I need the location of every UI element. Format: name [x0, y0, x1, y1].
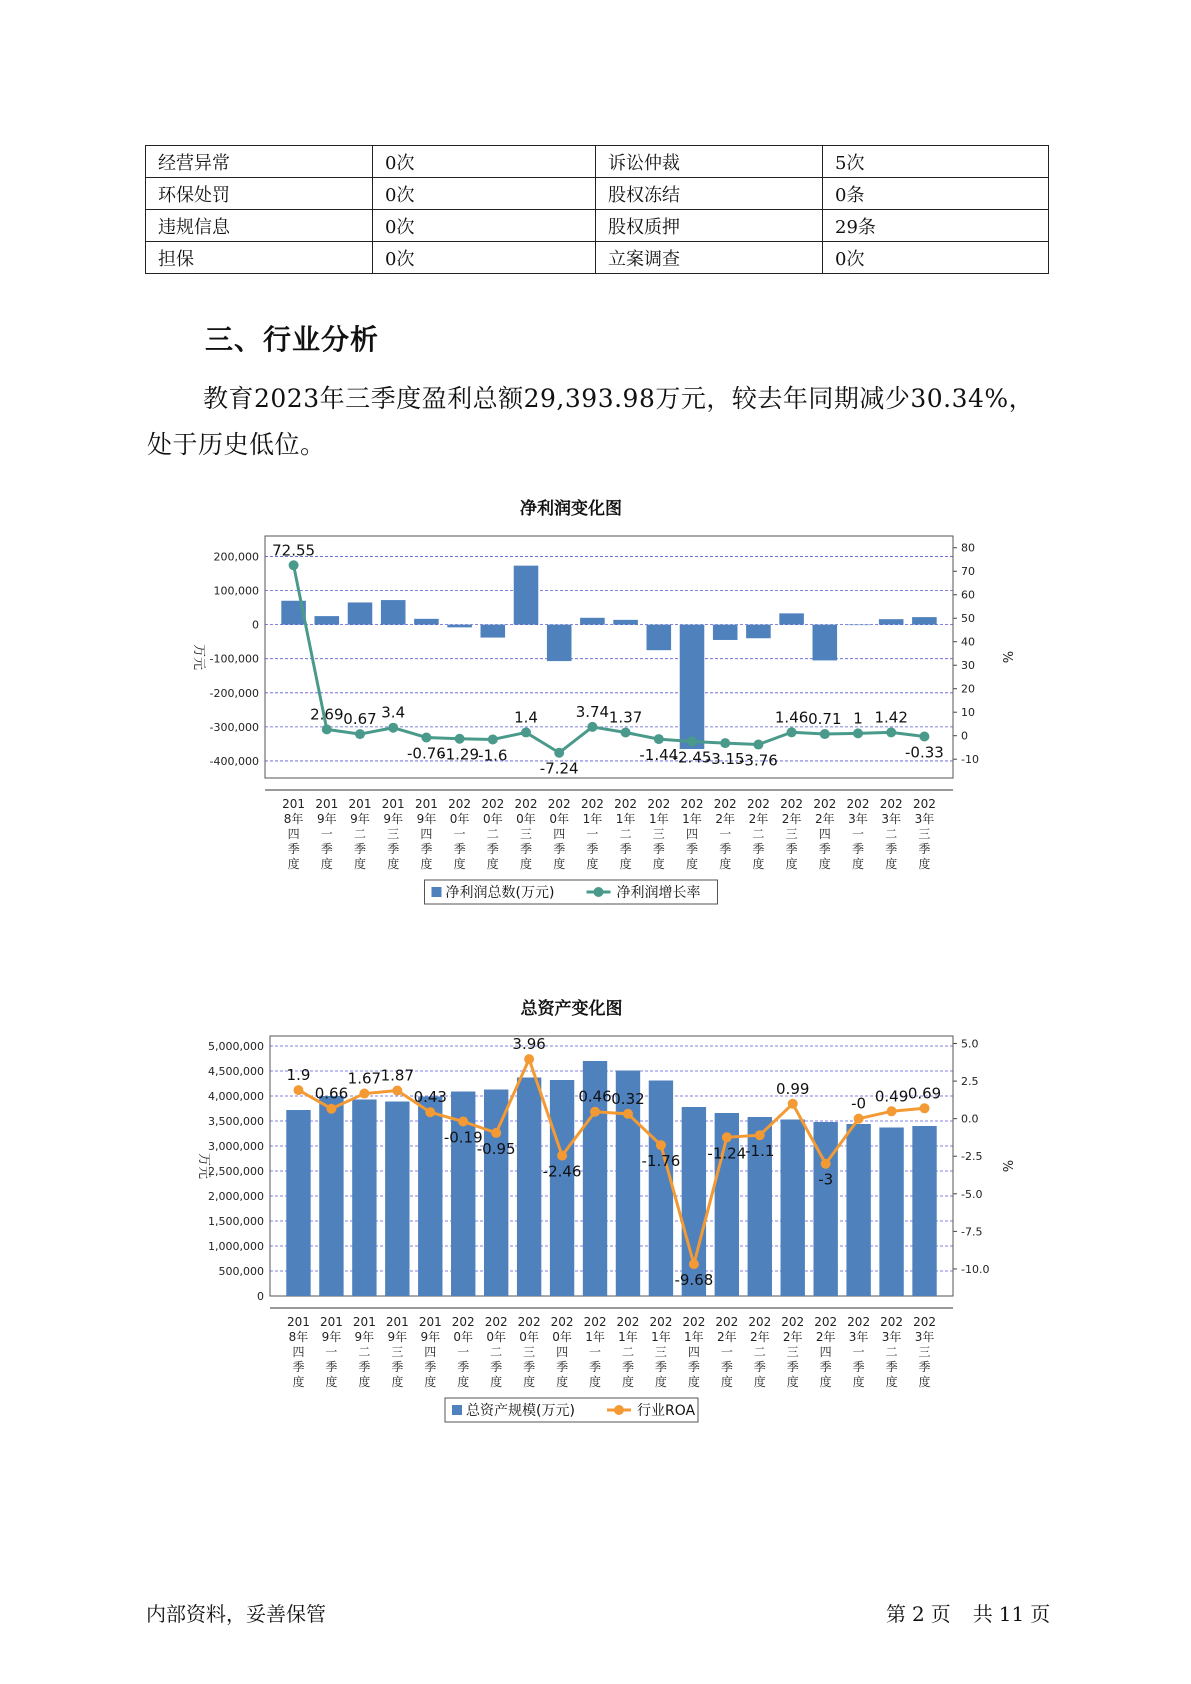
bar	[912, 617, 937, 624]
x-tick-label: 201 8年四季度	[287, 1315, 310, 1389]
line-point	[654, 734, 664, 744]
legend-entry: 行业ROA	[637, 1403, 696, 1419]
data-label: -7.24	[539, 759, 579, 778]
line-point	[787, 727, 797, 737]
bar	[352, 1100, 376, 1297]
data-label: 3.96	[512, 1035, 546, 1054]
x-tick-label: 202 0年一季度	[451, 1315, 475, 1389]
data-label: 1.37	[608, 708, 643, 727]
y2-tick-label: 5.0	[961, 1037, 979, 1051]
bar	[514, 566, 539, 625]
data-label: 1.9	[286, 1066, 311, 1085]
bar	[414, 619, 439, 625]
bar	[348, 602, 373, 624]
data-label: 0.71	[808, 710, 842, 729]
y2-tick-label: 20	[961, 682, 975, 696]
risk-item-label: 违规信息	[146, 210, 373, 242]
x-tick-label: 202 3年一季度	[847, 1315, 871, 1389]
y-tick-label: 3,500,000	[208, 1115, 264, 1128]
data-label: -1.29	[440, 745, 480, 764]
data-label: 1.42	[874, 708, 908, 727]
bar	[649, 1081, 673, 1297]
bar	[779, 613, 804, 624]
data-label: -0.19	[443, 1128, 483, 1147]
x-tick-label: 202 0年二季度	[484, 1315, 508, 1389]
risk-item-label: 诉讼仲裁	[596, 146, 823, 178]
line-point	[755, 1130, 765, 1140]
line-point	[853, 728, 863, 738]
y2-tick-label: 30	[961, 659, 975, 673]
bar	[713, 625, 738, 640]
line-point	[554, 748, 564, 758]
footer-page-number	[886, 1598, 1056, 1627]
page-label: 页	[930, 1602, 951, 1626]
chart-title: 净利润变化图	[520, 499, 622, 519]
x-tick-label: 202 3年二季度	[880, 1315, 904, 1389]
x-tick-label: 202 2年三季度	[781, 1315, 805, 1389]
bar	[484, 1090, 508, 1297]
x-tick-label: 202 1年三季度	[647, 797, 671, 871]
risk-item-label: 股权质押	[596, 210, 823, 242]
y-tick-label: 1,000,000	[208, 1240, 264, 1253]
data-label: -2.46	[542, 1162, 582, 1181]
data-label: -0.95	[476, 1139, 516, 1158]
risk-item-value: 5次	[823, 146, 1049, 178]
plot-frame	[265, 536, 953, 778]
bar	[613, 620, 638, 625]
x-tick-label: 201 9年三季度	[385, 1315, 409, 1389]
risk-item-value: 0条	[823, 178, 1049, 210]
line-point	[587, 722, 597, 732]
data-label: -9.68	[674, 1271, 714, 1290]
total-assets-chart-svg	[0, 990, 1191, 1450]
legend-swatch	[432, 887, 442, 897]
bar	[517, 1078, 541, 1297]
bar	[385, 1102, 409, 1297]
data-label: 0.46	[578, 1087, 612, 1106]
legend-entry: 净利润总数(万元)	[445, 885, 555, 901]
bar	[647, 625, 672, 651]
bar	[846, 1124, 870, 1296]
line-point	[392, 1086, 402, 1096]
x-tick-label: 202 0年四季度	[550, 1315, 574, 1389]
line-point	[458, 1117, 468, 1127]
y-tick-label: 500,000	[218, 1265, 264, 1278]
bar	[746, 625, 771, 639]
x-tick-label: 202 0年四季度	[547, 797, 571, 871]
risk-item-label: 立案调查	[596, 242, 823, 274]
y-tick-label: 1,500,000	[208, 1215, 264, 1228]
page-label: 页	[1030, 1602, 1051, 1626]
y-tick-label: 4,000,000	[208, 1090, 264, 1103]
data-label: -0.33	[904, 743, 944, 762]
line-point	[524, 1054, 534, 1064]
page-total: 11	[998, 1602, 1025, 1626]
x-tick-label: 201 9年四季度	[418, 1315, 442, 1389]
data-label: -0.76	[406, 744, 446, 763]
line-point	[689, 1259, 699, 1269]
data-label: 1.67	[347, 1069, 382, 1088]
x-tick-label: 201 9年一季度	[315, 797, 339, 871]
table-row	[146, 146, 1049, 178]
data-label: -1.24	[707, 1144, 747, 1163]
line-point	[289, 560, 299, 570]
x-tick-label: 201 9年二季度	[352, 1315, 376, 1389]
data-label: 1.4	[514, 708, 538, 727]
x-tick-label: 202 2年一季度	[715, 1315, 739, 1389]
data-label: -1.1	[745, 1142, 775, 1161]
data-label: -2.45	[672, 748, 712, 767]
y2-tick-label: 80	[961, 541, 975, 555]
data-label: -0	[851, 1094, 867, 1113]
y-tick-label: 3,000,000	[208, 1140, 264, 1153]
x-tick-label: 202 1年一季度	[580, 797, 604, 871]
data-label: 0.32	[611, 1089, 645, 1108]
x-tick-label: 201 9年三季度	[381, 797, 405, 871]
x-tick-label: 202 2年二季度	[746, 797, 770, 871]
data-label: 1	[853, 709, 863, 728]
line-point	[886, 727, 896, 737]
line-point	[887, 1106, 897, 1116]
y-axis-label: 万元	[191, 643, 206, 671]
y-tick-label: 0	[257, 1290, 264, 1303]
legend-entry: 净利润增长率	[616, 885, 701, 901]
line-point	[753, 740, 763, 750]
data-label: 1.46	[774, 708, 809, 727]
line-point	[590, 1107, 600, 1117]
line-point	[425, 1107, 435, 1117]
data-label: 0.43	[413, 1088, 447, 1107]
net-profit-chart-svg	[0, 490, 1191, 950]
line-point	[455, 734, 465, 744]
x-tick-label: 202 0年二季度	[481, 797, 505, 871]
legend-swatch	[452, 1405, 462, 1415]
table-row	[146, 210, 1049, 242]
risk-item-value: 0次	[373, 146, 596, 178]
section-title: 三、行业分析	[205, 323, 380, 356]
y-tick-label: 100,000	[213, 584, 259, 598]
y2-axis-label: %	[999, 1159, 1014, 1173]
page-current: 2	[912, 1602, 925, 1626]
bar	[418, 1097, 442, 1297]
y2-tick-label: 0	[961, 729, 968, 743]
y2-tick-label: 70	[961, 565, 975, 579]
y2-tick-label: 0.0	[961, 1112, 979, 1126]
data-label: -1.76	[641, 1152, 681, 1171]
y2-axis-label: %	[999, 650, 1014, 664]
footer-confidential: 内部资料，妥善保管	[146, 1602, 326, 1626]
table-row	[146, 242, 1049, 274]
y-tick-label: 2,500,000	[208, 1165, 264, 1178]
y2-tick-label: -10	[961, 753, 979, 767]
bar	[547, 625, 572, 661]
line-point	[355, 729, 365, 739]
y-tick-label: -400,000	[209, 754, 259, 768]
line-point	[656, 1140, 666, 1150]
x-tick-label: 202 0年三季度	[514, 797, 538, 871]
summary-paragraph: 教育2023年三季度盈利总额29,393.98万元，较去年同期减少30.34%，处于历史低位。	[147, 384, 1035, 459]
x-tick-label: 202 1年三季度	[649, 1315, 673, 1389]
y-tick-label: 4,500,000	[208, 1065, 264, 1078]
risk-item-value: 0次	[373, 242, 596, 274]
bar	[813, 625, 838, 661]
data-label: -3.15	[705, 750, 745, 769]
bar	[781, 1120, 805, 1297]
risk-item-label: 经营异常	[146, 146, 373, 178]
bar	[846, 625, 871, 626]
bar	[580, 618, 605, 625]
line-point	[623, 1109, 633, 1119]
risk-table	[145, 145, 1049, 274]
table-row	[146, 178, 1049, 210]
data-label: -3.76	[738, 751, 778, 770]
data-label: 1.87	[380, 1066, 415, 1085]
data-label: -3	[818, 1170, 834, 1189]
x-tick-label: 202 2年四季度	[814, 1315, 838, 1389]
line-point	[322, 724, 332, 734]
y2-tick-label: 50	[961, 612, 975, 626]
bar	[319, 1096, 343, 1296]
x-tick-label: 202 2年一季度	[713, 797, 737, 871]
y2-tick-label: 40	[961, 635, 975, 649]
bar	[550, 1080, 574, 1296]
x-tick-label: 202 1年一季度	[583, 1315, 607, 1389]
data-label: 0.69	[907, 1084, 942, 1103]
y2-tick-label: 10	[961, 706, 975, 720]
bar	[680, 625, 705, 749]
chart-title: 总资产变化图	[520, 999, 623, 1019]
data-label: 3.4	[381, 703, 406, 722]
y-tick-label: -200,000	[209, 686, 259, 700]
x-tick-label: 201 8年四季度	[282, 797, 306, 871]
bar	[481, 625, 506, 638]
line-point	[488, 734, 498, 744]
y-tick-label: 5,000,000	[208, 1040, 264, 1053]
legend-marker	[614, 1405, 624, 1415]
bar	[879, 1128, 903, 1297]
y-tick-label: 2,000,000	[208, 1190, 264, 1203]
data-label: -1.44	[639, 746, 679, 765]
risk-item-value: 29条	[823, 210, 1049, 242]
x-tick-label: 201 9年一季度	[319, 1315, 343, 1389]
risk-item-label: 担保	[146, 242, 373, 274]
data-label: 2.69	[310, 705, 344, 724]
legend-marker	[594, 887, 604, 897]
y-tick-label: 0	[252, 618, 259, 632]
line-point	[557, 1151, 567, 1161]
y-axis-label: 万元	[196, 1152, 211, 1180]
risk-item-value: 0次	[373, 178, 596, 210]
line-point	[326, 1104, 336, 1114]
x-tick-label: 202 3年一季度	[846, 797, 870, 871]
line-point	[621, 727, 631, 737]
line-point	[687, 736, 697, 746]
line-point	[359, 1089, 369, 1099]
y2-tick-label: -2.5	[961, 1150, 983, 1164]
line-point	[854, 1114, 864, 1124]
y2-tick-label: -5.0	[961, 1187, 983, 1201]
x-tick-label: 202 1年四季度	[682, 1315, 706, 1389]
x-tick-label: 202 3年二季度	[879, 797, 903, 871]
legend-entry: 总资产规模(万元)	[466, 1403, 575, 1419]
bar	[447, 625, 472, 628]
x-tick-label: 202 3年三季度	[912, 797, 936, 871]
y2-tick-label: 2.5	[961, 1075, 979, 1089]
y2-tick-label: -10.0	[961, 1262, 990, 1276]
page-label: 共	[972, 1602, 993, 1626]
page-label: 第	[886, 1602, 906, 1626]
line-point	[788, 1099, 798, 1109]
line-point	[720, 738, 730, 748]
x-tick-label: 202 0年三季度	[517, 1315, 541, 1389]
bar	[381, 600, 406, 625]
x-tick-label: 202 2年四季度	[813, 797, 837, 871]
line-point	[388, 723, 398, 733]
line-point	[293, 1085, 303, 1095]
y-tick-label: -100,000	[209, 652, 259, 666]
data-label: 0.99	[776, 1079, 810, 1098]
net-profit-chart	[0, 490, 1191, 950]
y-tick-label: 200,000	[213, 550, 259, 564]
line-point	[821, 1159, 831, 1169]
risk-item-value: 0次	[373, 210, 596, 242]
total-assets-chart	[0, 990, 1191, 1450]
x-tick-label: 202 1年二季度	[616, 1315, 640, 1389]
y2-tick-label: 60	[961, 588, 975, 602]
line-point	[722, 1132, 732, 1142]
y2-tick-label: -7.5	[961, 1225, 983, 1239]
risk-item-label: 环保处罚	[146, 178, 373, 210]
line-point	[421, 732, 431, 742]
x-tick-label: 201 9年四季度	[414, 797, 438, 871]
bar	[286, 1110, 310, 1296]
line-point	[820, 729, 830, 739]
bar	[315, 616, 340, 625]
data-label: -1.6	[478, 746, 508, 765]
data-label: 0.67	[343, 710, 377, 729]
bar	[879, 619, 904, 624]
x-tick-label: 202 1年二季度	[614, 797, 638, 871]
y-tick-label: -300,000	[209, 720, 259, 734]
risk-item-label: 股权冻结	[596, 178, 823, 210]
x-tick-label: 202 2年三季度	[780, 797, 804, 871]
line-point	[521, 727, 531, 737]
line-point	[920, 1103, 930, 1113]
x-tick-label: 202 2年二季度	[748, 1315, 772, 1389]
x-tick-label: 202 3年三季度	[913, 1315, 936, 1389]
data-label: 0.66	[314, 1084, 349, 1103]
x-tick-label: 202 0年一季度	[448, 797, 472, 871]
risk-item-value: 0次	[823, 242, 1049, 274]
data-label: 3.74	[575, 702, 610, 721]
data-label: 72.55	[272, 541, 316, 560]
data-label: 0.49	[874, 1087, 909, 1106]
x-tick-label: 201 9年二季度	[348, 797, 372, 871]
line-point	[919, 731, 929, 741]
bar	[912, 1126, 936, 1296]
line-point	[491, 1128, 501, 1138]
x-tick-label: 202 1年四季度	[680, 797, 704, 871]
